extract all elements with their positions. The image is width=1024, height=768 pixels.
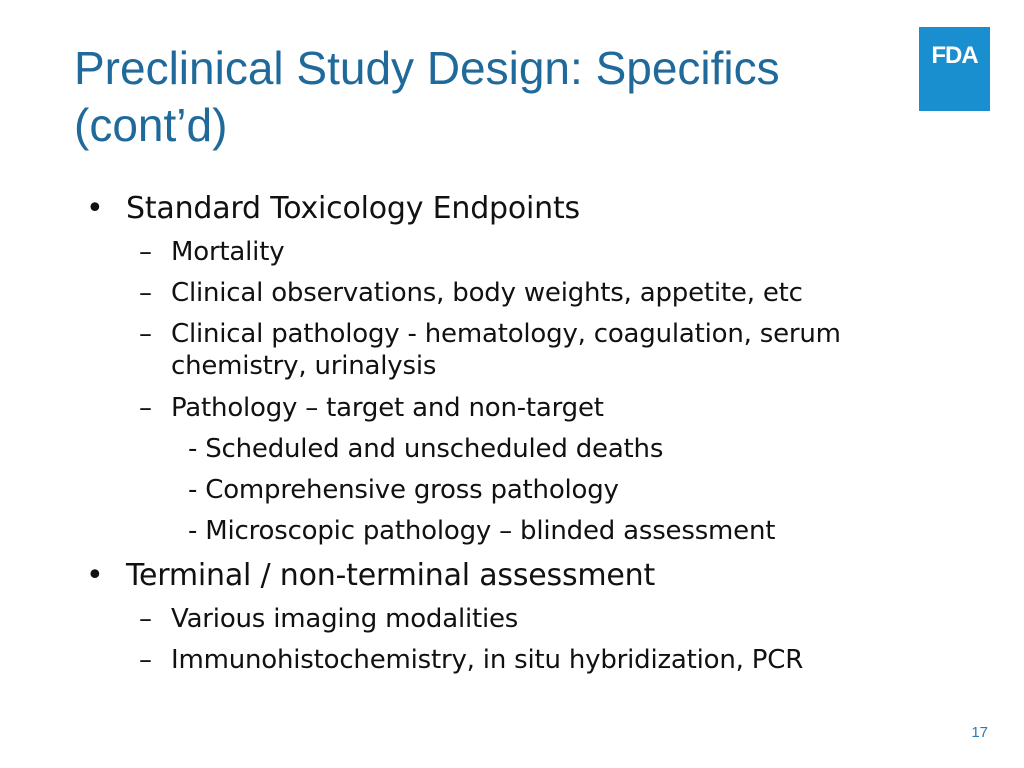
subsubitem-microscopic-pathology: - Microscopic pathology – blinded assessment: [188, 516, 776, 546]
subsubitem-scheduled-deaths: - Scheduled and unscheduled deaths: [188, 434, 664, 464]
subitem-mortality: Mortality: [171, 237, 285, 267]
dash-marker: –: [139, 393, 152, 423]
slide-title-line-2: (cont’d): [74, 99, 228, 151]
dash-marker: –: [139, 237, 152, 267]
bullet-marker: •: [86, 191, 104, 226]
bullet-marker: •: [86, 558, 104, 593]
dash-marker: –: [139, 604, 152, 634]
subitem-clinical-pathology-continuation: chemistry, urinalysis: [171, 351, 437, 381]
dash-marker: –: [139, 319, 152, 349]
bullet-standard-toxicology-endpoints: Standard Toxicology Endpoints: [126, 191, 580, 226]
slide-title-line-1: Preclinical Study Design: Specifics: [74, 42, 780, 94]
subsubitem-gross-pathology: - Comprehensive gross pathology: [188, 475, 619, 505]
subitem-clinical-pathology: Clinical pathology - hematology, coagulation, serum: [171, 319, 841, 349]
page-number: 17: [971, 724, 988, 741]
fda-logo-text: FDA: [931, 42, 978, 69]
subitem-clinical-observations: Clinical observations, body weights, appetite, etc: [171, 278, 803, 308]
bullet-terminal-assessment: Terminal / non-terminal assessment: [126, 558, 656, 593]
dash-marker: –: [139, 645, 152, 675]
subitem-immunohistochemistry: Immunohistochemistry, in situ hybridization, PCR: [171, 645, 804, 675]
subitem-imaging-modalities: Various imaging modalities: [171, 604, 519, 634]
dash-marker: –: [139, 278, 152, 308]
subitem-pathology: Pathology – target and non-target: [171, 393, 604, 423]
